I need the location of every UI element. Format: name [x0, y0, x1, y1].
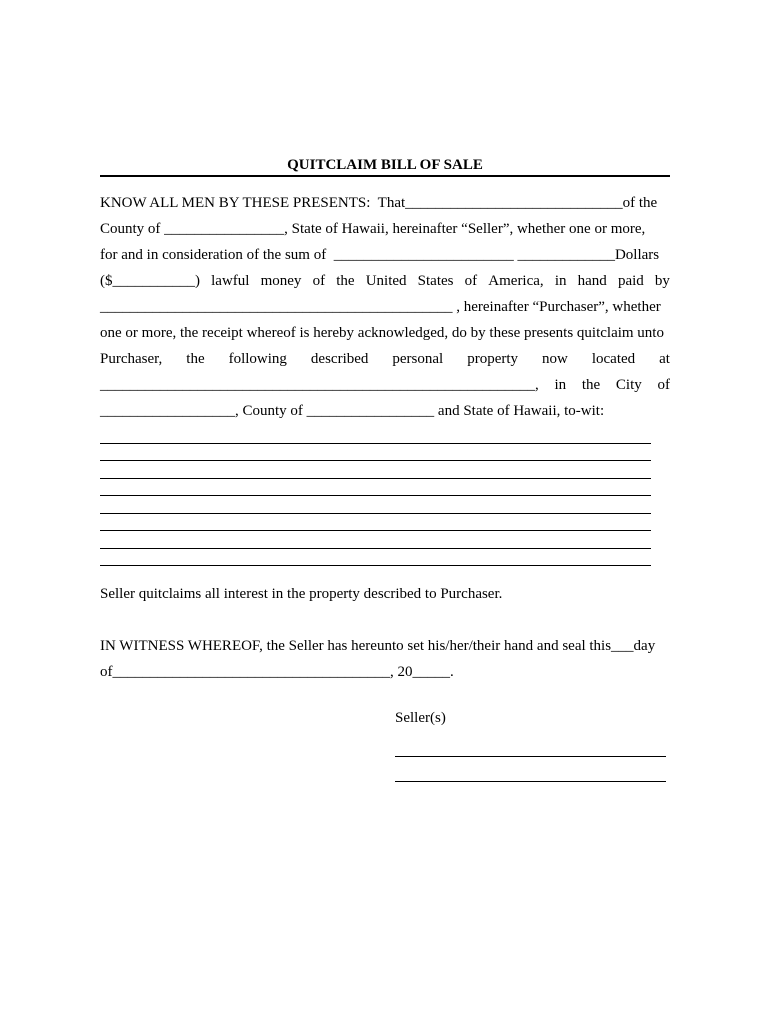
word: personal — [392, 351, 444, 367]
para1-line8 — [100, 376, 670, 394]
word: following — [228, 351, 287, 367]
word: of — [657, 377, 670, 393]
para3-line1: IN WITNESS WHEREOF, the Seller has hereunto set his/her/their hand and seal this___day — [100, 638, 656, 654]
para1-line7 — [100, 350, 670, 368]
word: America, — [488, 273, 544, 289]
seller-label: Seller(s) — [395, 710, 446, 726]
property-description-line — [100, 460, 651, 461]
word: paid — [617, 273, 644, 289]
word: the — [336, 273, 355, 289]
property-description-line — [100, 565, 651, 566]
word: the — [581, 377, 601, 393]
property-description-line — [100, 530, 651, 531]
property-description-line — [100, 495, 651, 496]
word: in — [554, 273, 567, 289]
word: by — [654, 273, 670, 289]
word: the — [186, 351, 205, 367]
word: States — [417, 273, 454, 289]
word: of — [464, 273, 478, 289]
word: City — [615, 377, 642, 393]
property-description-line — [100, 513, 651, 514]
word: hand — [577, 273, 607, 289]
word: of — [312, 273, 326, 289]
para1-line2: County of ________________, State of Hawaii, hereinafter “Seller”, whether one or more, — [100, 221, 646, 237]
title-underline — [100, 175, 670, 177]
word: lawful — [211, 273, 250, 289]
word: located — [591, 351, 636, 367]
word: described — [310, 351, 369, 367]
word: United — [365, 273, 407, 289]
word: now — [542, 351, 568, 367]
word: ($___________) — [100, 273, 200, 289]
seller-signature-line — [395, 756, 666, 757]
word: __________________________________________________________, — [100, 377, 539, 393]
word: money — [260, 273, 302, 289]
para3-line2: of_____________________________________, 20_____. — [100, 664, 454, 680]
para1-line3: for and in consideration of the sum of ________________________ _____________Dollars — [100, 247, 660, 263]
word: Purchaser, — [100, 351, 163, 367]
word: in — [554, 377, 567, 393]
para1-line1: KNOW ALL MEN BY THESE PRESENTS: That_____________________________of the — [100, 195, 658, 211]
para1-line6: one or more, the receipt whereof is hereby acknowledged, do by these presents quitclaim unto — [100, 325, 664, 341]
seller-signature-line — [395, 781, 666, 782]
para1-line5: _______________________________________________ , hereinafter “Purchaser”, whether — [100, 299, 661, 315]
para2: Seller quitclaims all interest in the property described to Purchaser. — [100, 586, 503, 602]
property-description-line — [100, 478, 651, 479]
document-title: QUITCLAIM BILL OF SALE — [287, 157, 483, 173]
para1-line4 — [100, 272, 670, 290]
para1-line9: __________________, County of _________________ and State of Hawaii, to-wit: — [100, 403, 605, 419]
property-description-line — [100, 443, 651, 444]
word: at — [659, 351, 670, 367]
property-description-line — [100, 548, 651, 549]
word: property — [467, 351, 519, 367]
